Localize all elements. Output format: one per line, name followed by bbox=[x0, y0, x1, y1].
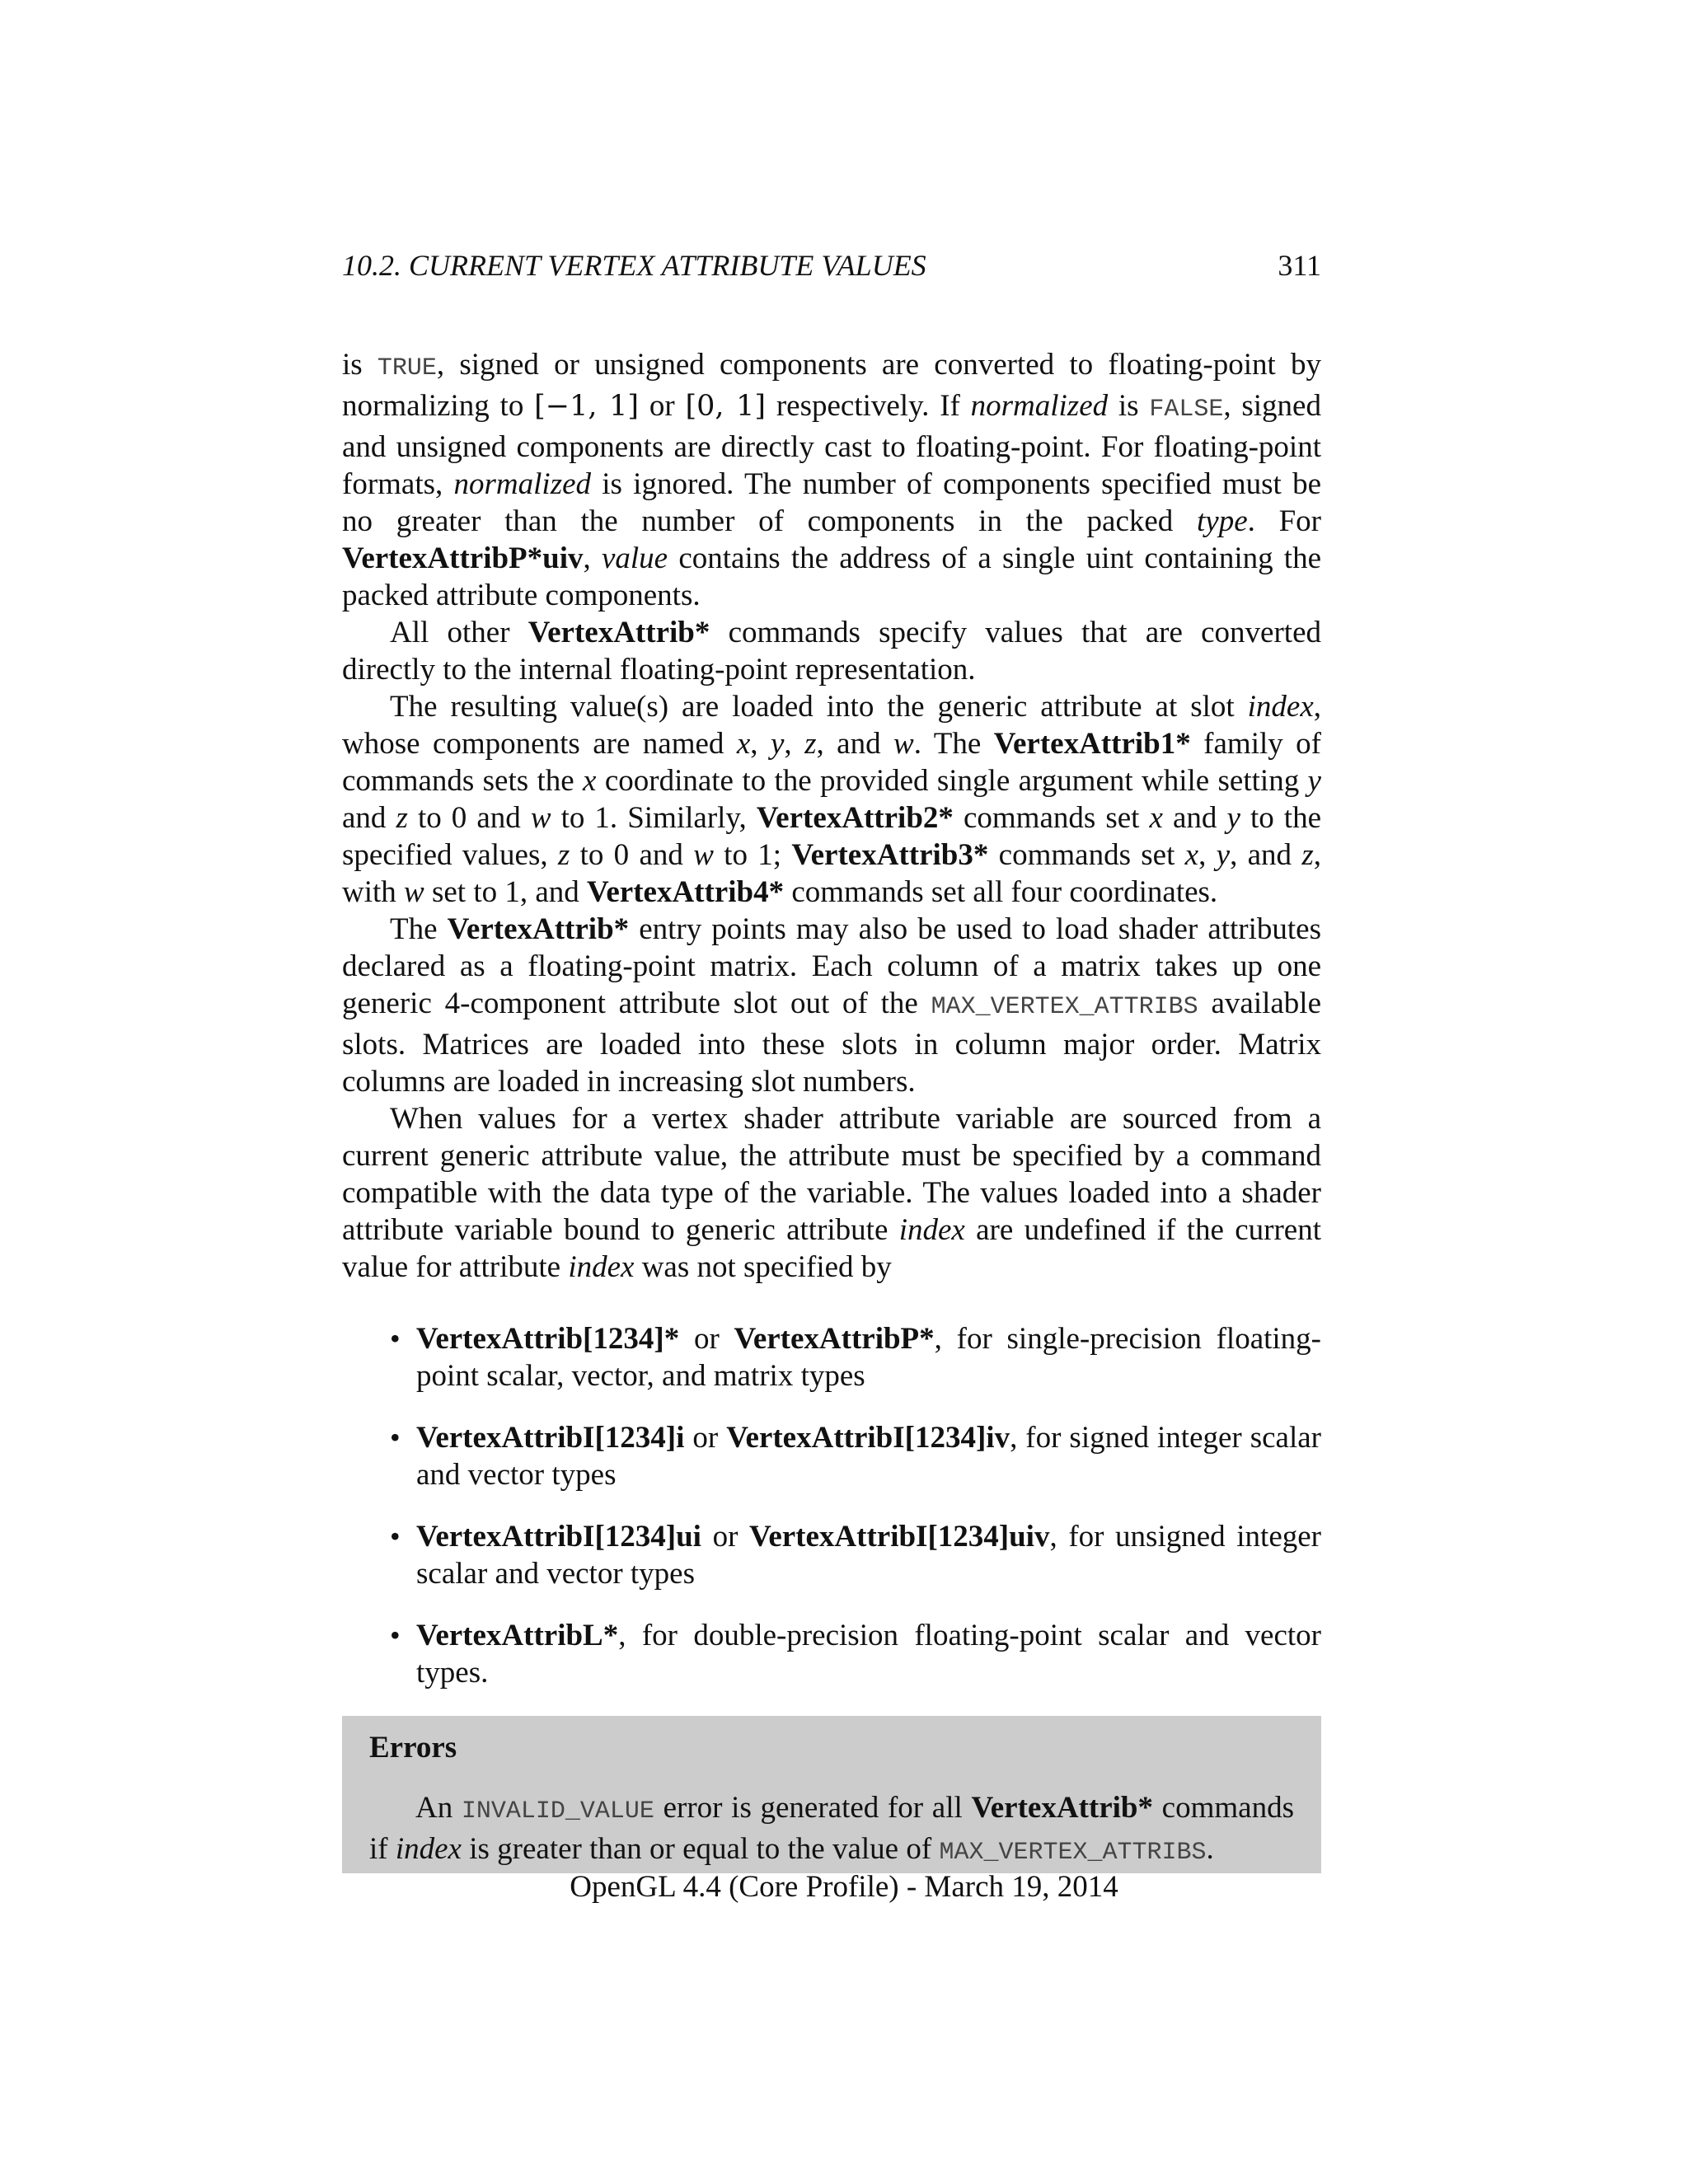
paragraph-sourced-values: When values for a vertex shader attribute variable are sourced from a current generic attribute value, the attribute must be specified by a command compatible with the data type of the variable. The values loaded into a shader attribute variable bound to generic attribute index are undefined if the current value for attribute index was not specified by bbox=[342, 1102, 1322, 1284]
list-item: • VertexAttribL*, for double-precision floating-point scalar and vector types. bbox=[390, 1619, 1321, 1690]
paragraph-packed-components: is TRUE, signed or unsigned components are converted to floating-point by normalizing to [−1, 1] or [0, 1] respectively. If normalized is FALSE, signed and unsigned components are directly cast to floating-point. For floating-point formats, normalized is ignored. The number of components specified must be no greater than the number of components in the packed type. For VertexAttribP*uiv, value contains the address of a single uint containing the packed attribute components. bbox=[342, 348, 1322, 612]
bullet-icon: • bbox=[390, 1520, 401, 1553]
command-name: VertexAttrib* bbox=[971, 1791, 1153, 1825]
command-name: VertexAttribP*uiv bbox=[342, 541, 584, 575]
list-item: • VertexAttrib[1234]* or VertexAttribP*, for single-precision floating-point scalar, vector, and matrix types bbox=[390, 1322, 1321, 1393]
false-keyword: FALSE bbox=[1149, 396, 1224, 424]
command-name: VertexAttrib* bbox=[447, 912, 630, 946]
errors-text: An INVALID_VALUE error is generated for all VertexAttrib* commands if index is greater than or equal to the value of MAX_VERTEX_ATTRIBS. bbox=[369, 1791, 1294, 1867]
page-number: 311 bbox=[1278, 249, 1321, 282]
command-name: VertexAttrib* bbox=[528, 616, 710, 649]
command-name: VertexAttrib3* bbox=[791, 838, 989, 872]
bullet-icon: • bbox=[390, 1322, 401, 1355]
running-head bbox=[342, 247, 1321, 284]
bullet-icon: • bbox=[390, 1421, 401, 1454]
section-title: 10.2. CURRENT VERTEX ATTRIBUTE VALUES bbox=[342, 249, 926, 282]
page-body bbox=[342, 247, 1321, 1873]
range-unsigned: [0, 1] bbox=[685, 390, 767, 423]
true-keyword: TRUE bbox=[377, 354, 437, 382]
command-name: VertexAttrib1* bbox=[993, 727, 1191, 761]
invalid-value-keyword: INVALID_VALUE bbox=[461, 1797, 654, 1825]
list-item: • VertexAttribI[1234]i or VertexAttribI[1234]iv, for signed integer scalar and vector types bbox=[390, 1421, 1321, 1492]
max-vertex-attribs-keyword: MAX_VERTEX_ATTRIBS bbox=[931, 993, 1198, 1021]
errors-box bbox=[342, 1716, 1321, 1873]
list-item: • VertexAttribI[1234]ui or VertexAttribI[1234]uiv, for unsigned integer scalar and vector types bbox=[390, 1520, 1321, 1591]
paragraph-other-commands: All other VertexAttrib* commands specify values that are converted directly to the internal floating-point representation. bbox=[342, 616, 1321, 687]
range-signed: [−1, 1] bbox=[534, 390, 640, 423]
paragraph-matrix-attributes: The VertexAttrib* entry points may also be used to load shader attributes declared as a floating-point matrix. Each column of a matrix takes up one generic 4-component attribute slot out of the MAX_VERTEX_ATTRIBS available slots. Matrices are loaded into these slots in column major order. Matrix columns are loaded in increasing slot numbers. bbox=[342, 912, 1321, 1099]
command-name: VertexAttrib4* bbox=[587, 875, 785, 909]
bullet-icon: • bbox=[390, 1619, 401, 1652]
page-footer: OpenGL 4.4 (Core Profile) - March 19, 2014 bbox=[570, 1870, 1118, 1904]
max-vertex-attribs-keyword: MAX_VERTEX_ATTRIBS bbox=[939, 1839, 1207, 1867]
command-type-list bbox=[342, 1320, 1321, 1691]
command-name: VertexAttrib2* bbox=[756, 801, 954, 835]
paragraph-resulting-values: The resulting value(s) are loaded into the generic attribute at slot index, whose components are named x, y, z, and w. The VertexAttrib1* family of commands sets the x coordinate to the provided single argument while setting y and z to 0 and w to 1. Similarly, VertexAttrib2* commands set x and y to the specified values, z to 0 and w to 1; VertexAttrib3* commands set x, y, and z, with w set to 1, and VertexAttrib4* commands set all four coordinates. bbox=[342, 690, 1322, 909]
errors-heading: Errors bbox=[369, 1731, 457, 1765]
